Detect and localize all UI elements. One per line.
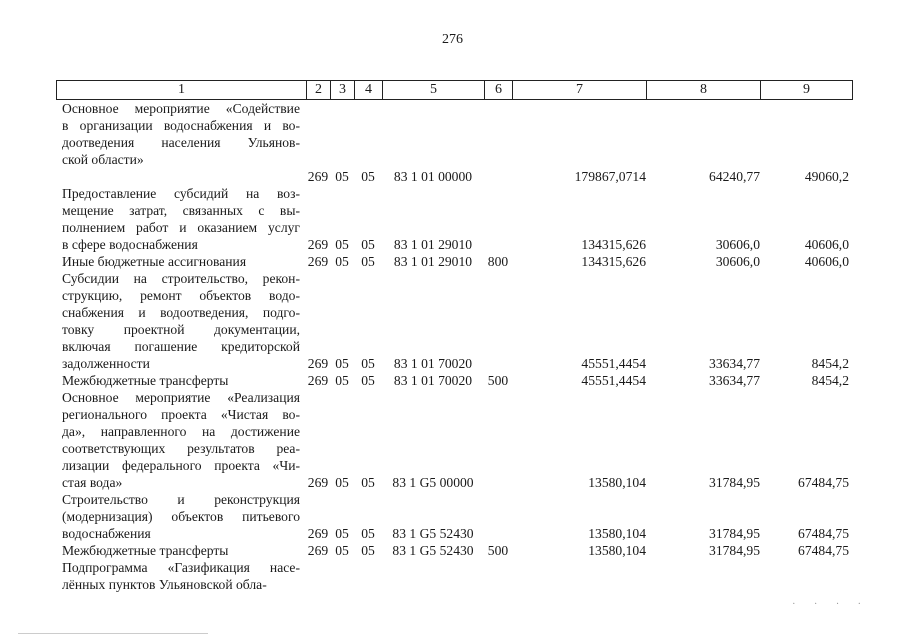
row-name-line: Субсидии на строительство, рекон- <box>62 271 300 286</box>
row-name-line: доотведения населения Ульянов- <box>62 135 300 150</box>
target-article-code: 83 1 01 29010 <box>393 237 473 252</box>
expense-type-code: 800 <box>487 254 509 269</box>
row-name-line: Строительство и реконструкция <box>62 492 300 507</box>
row-name-line: мещение затрат, связанных с вы- <box>62 203 300 218</box>
section-code: 05 <box>335 543 349 558</box>
gls-code <box>306 559 330 593</box>
table-row <box>56 270 852 372</box>
amount-col-9: 67484,75 <box>798 543 849 558</box>
section-code: 05 <box>335 169 349 184</box>
column-header: 5 <box>383 81 485 100</box>
expense-type-code: 500 <box>487 373 509 388</box>
section-code: 05 <box>335 526 349 541</box>
row-name-line: полнением работ и оказанием услуг <box>62 220 300 235</box>
table-row <box>56 491 852 542</box>
table-row <box>56 168 852 185</box>
table-row <box>56 100 852 168</box>
row-name-line: Иные бюджетные ассигнования <box>62 254 247 269</box>
subsection-code: 05 <box>361 373 375 388</box>
target-article-code: 83 1 01 70020 <box>393 356 473 371</box>
expense-type-code <box>484 185 512 253</box>
row-name <box>56 253 306 270</box>
row-name-line: Основное мероприятие «Реализация <box>62 390 300 405</box>
row-name-line: ской области» <box>62 152 144 167</box>
subsection-code: 05 <box>361 475 375 490</box>
amount-col-8 <box>646 100 760 168</box>
row-name-line: стая вода» <box>62 475 123 490</box>
expense-type-code <box>484 389 512 491</box>
gls-code: 269 <box>307 526 329 541</box>
table-row <box>56 389 852 491</box>
column-header: 3 <box>331 81 355 100</box>
subsection-code: 05 <box>361 356 375 371</box>
column-header: 4 <box>355 81 383 100</box>
row-name-line: соответствующих результатов реа- <box>62 441 300 456</box>
row-name-line: товку проектной документации, <box>62 322 300 337</box>
subsection-code: 05 <box>361 169 375 184</box>
row-name-line: (модернизация) объектов питьевого <box>62 509 300 524</box>
table-row <box>56 185 852 253</box>
column-header-row <box>57 81 853 100</box>
amount-col-8: 31784,95 <box>709 526 760 541</box>
row-name-line: водоснабжения <box>62 526 151 541</box>
row-name-line: регионального проекта «Чистая во- <box>62 407 300 422</box>
row-name-line: задолженности <box>62 356 150 371</box>
subsection-code <box>354 100 382 168</box>
section-code: 05 <box>335 475 349 490</box>
row-name-line: лизации федерального проекта «Чи- <box>62 458 300 473</box>
subsection-code: 05 <box>361 237 375 252</box>
column-header: 6 <box>485 81 513 100</box>
section-code: 05 <box>335 373 349 388</box>
amount-col-9 <box>760 559 852 593</box>
amount-col-7: 45551,4454 <box>581 373 646 388</box>
row-name-line: в организации водоснабжения и во- <box>62 118 300 133</box>
expense-type-code <box>484 270 512 372</box>
target-article-code: 83 1 G5 52430 <box>392 543 474 558</box>
gls-code <box>306 100 330 168</box>
amount-col-9: 8454,2 <box>811 356 849 371</box>
row-name-line: включая погашение кредиторской <box>62 339 300 354</box>
subsection-code: 05 <box>361 526 375 541</box>
column-header-table <box>56 80 853 100</box>
row-name <box>56 559 306 593</box>
subsection-code <box>354 559 382 593</box>
section-code <box>330 100 354 168</box>
page-number: 276 <box>442 32 463 47</box>
budget-table <box>56 100 852 593</box>
row-name-line: Предоставление субсидий на воз- <box>62 186 300 201</box>
row-name <box>56 168 306 185</box>
amount-col-9: 49060,2 <box>804 169 849 184</box>
target-article-code <box>382 100 484 168</box>
amount-col-7: 134315,626 <box>581 254 646 269</box>
amount-col-8: 31784,95 <box>709 543 760 558</box>
row-name <box>56 185 306 253</box>
row-name-line: в сфере водоснабжения <box>62 237 198 252</box>
amount-col-7 <box>512 100 646 168</box>
amount-col-9 <box>760 100 852 168</box>
target-article-code: 83 1 01 70020 <box>393 373 473 388</box>
row-name-line: да», направленного на достижение <box>62 424 300 439</box>
amount-col-7: 134315,626 <box>581 237 646 252</box>
gls-code: 269 <box>307 543 329 558</box>
subsection-code: 05 <box>361 254 375 269</box>
table-row <box>56 542 852 559</box>
amount-col-7: 179867,0714 <box>574 169 646 184</box>
target-article-code: 83 1 G5 52430 <box>392 526 474 541</box>
table-row <box>56 253 852 270</box>
target-article-code <box>382 559 484 593</box>
row-name-line: Межбюджетные трансферты <box>62 373 229 388</box>
gls-code: 269 <box>307 475 329 490</box>
target-article-code: 83 1 01 00000 <box>393 169 473 184</box>
amount-col-9: 40606,0 <box>804 237 849 252</box>
target-article-code: 83 1 G5 00000 <box>392 475 474 490</box>
section-code: 05 <box>335 254 349 269</box>
expense-type-code <box>484 168 512 185</box>
row-name <box>56 389 306 491</box>
expense-type-code <box>484 559 512 593</box>
row-name-line: Основное мероприятие «Содействие <box>62 101 300 116</box>
column-header: 7 <box>513 81 647 100</box>
expense-type-code <box>484 491 512 542</box>
subsection-code: 05 <box>361 543 375 558</box>
row-name-line: струкцию, ремонт объектов водо- <box>62 288 300 303</box>
gls-code: 269 <box>307 169 329 184</box>
amount-col-9: 67484,75 <box>798 475 849 490</box>
gls-code: 269 <box>307 356 329 371</box>
row-name <box>56 372 306 389</box>
row-name <box>56 270 306 372</box>
amount-col-7: 13580,104 <box>588 475 646 490</box>
amount-col-8: 33634,77 <box>709 356 760 371</box>
scan-artifact: · · · · <box>792 599 869 610</box>
row-name-line: лённых пунктов Ульяновской обла- <box>62 577 267 592</box>
column-header: 1 <box>57 81 307 100</box>
amount-col-7: 13580,104 <box>588 543 646 558</box>
amount-col-7 <box>512 559 646 593</box>
gls-code: 269 <box>307 373 329 388</box>
target-article-code: 83 1 01 29010 <box>393 254 473 269</box>
section-code: 05 <box>335 356 349 371</box>
amount-col-7: 13580,104 <box>588 526 646 541</box>
section-code: 05 <box>335 237 349 252</box>
row-name <box>56 542 306 559</box>
amount-col-9: 8454,2 <box>811 373 849 388</box>
expense-type-code <box>484 100 512 168</box>
row-name-line: снабжения и водоотведения, подго- <box>62 305 300 320</box>
amount-col-8: 31784,95 <box>709 475 760 490</box>
column-header: 8 <box>647 81 761 100</box>
column-header: 9 <box>761 81 853 100</box>
amount-col-8: 30606,0 <box>715 254 760 269</box>
amount-col-8 <box>646 559 760 593</box>
row-name <box>56 491 306 542</box>
amount-col-7: 45551,4454 <box>581 356 646 371</box>
table-row <box>56 372 852 389</box>
row-name-line: Подпрограмма «Газификация насе- <box>62 560 300 575</box>
amount-col-8: 30606,0 <box>715 237 760 252</box>
table-row <box>56 559 852 593</box>
column-header: 2 <box>307 81 331 100</box>
expense-type-code: 500 <box>487 543 509 558</box>
amount-col-9: 67484,75 <box>798 526 849 541</box>
section-code <box>330 559 354 593</box>
amount-col-8: 33634,77 <box>709 373 760 388</box>
gls-code: 269 <box>307 254 329 269</box>
amount-col-9: 40606,0 <box>804 254 849 269</box>
scan-artifact-line <box>18 633 208 634</box>
row-name <box>56 100 306 168</box>
row-name-line: Межбюджетные трансферты <box>62 543 229 558</box>
gls-code: 269 <box>307 237 329 252</box>
amount-col-8: 64240,77 <box>709 169 760 184</box>
